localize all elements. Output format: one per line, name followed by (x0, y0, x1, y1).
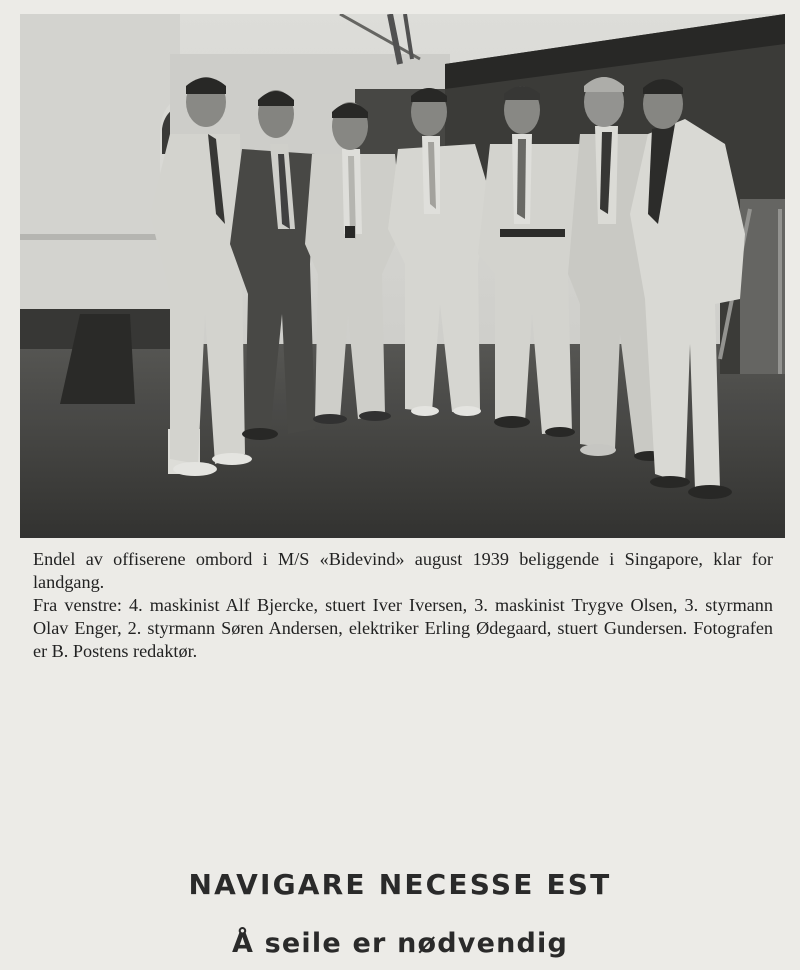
photo-artwork (20, 14, 785, 538)
motto-latin: NAVIGARE NECESSE EST (188, 868, 612, 901)
photo-caption (33, 548, 773, 663)
ship-deck-photograph (20, 14, 785, 538)
caption-intro: Endel av offiserene ombord i M/S «Bidevind» august 1939 beliggende i Singapore, klar for landgang. (33, 549, 773, 592)
caption-names: Fra venstre: 4. maskinist Alf Bjercke, stuert Iver Iversen, 3. maskinist Trygve Olsen, 3. styrmann Olav Enger, 2. styrmann Søren Andersen, elektriker Erling Ødegaard, stuert Gundersen. Fotografen er B. Postens redaktør. (33, 595, 773, 661)
motto-norwegian: Å seile er nødvendig (231, 928, 569, 959)
